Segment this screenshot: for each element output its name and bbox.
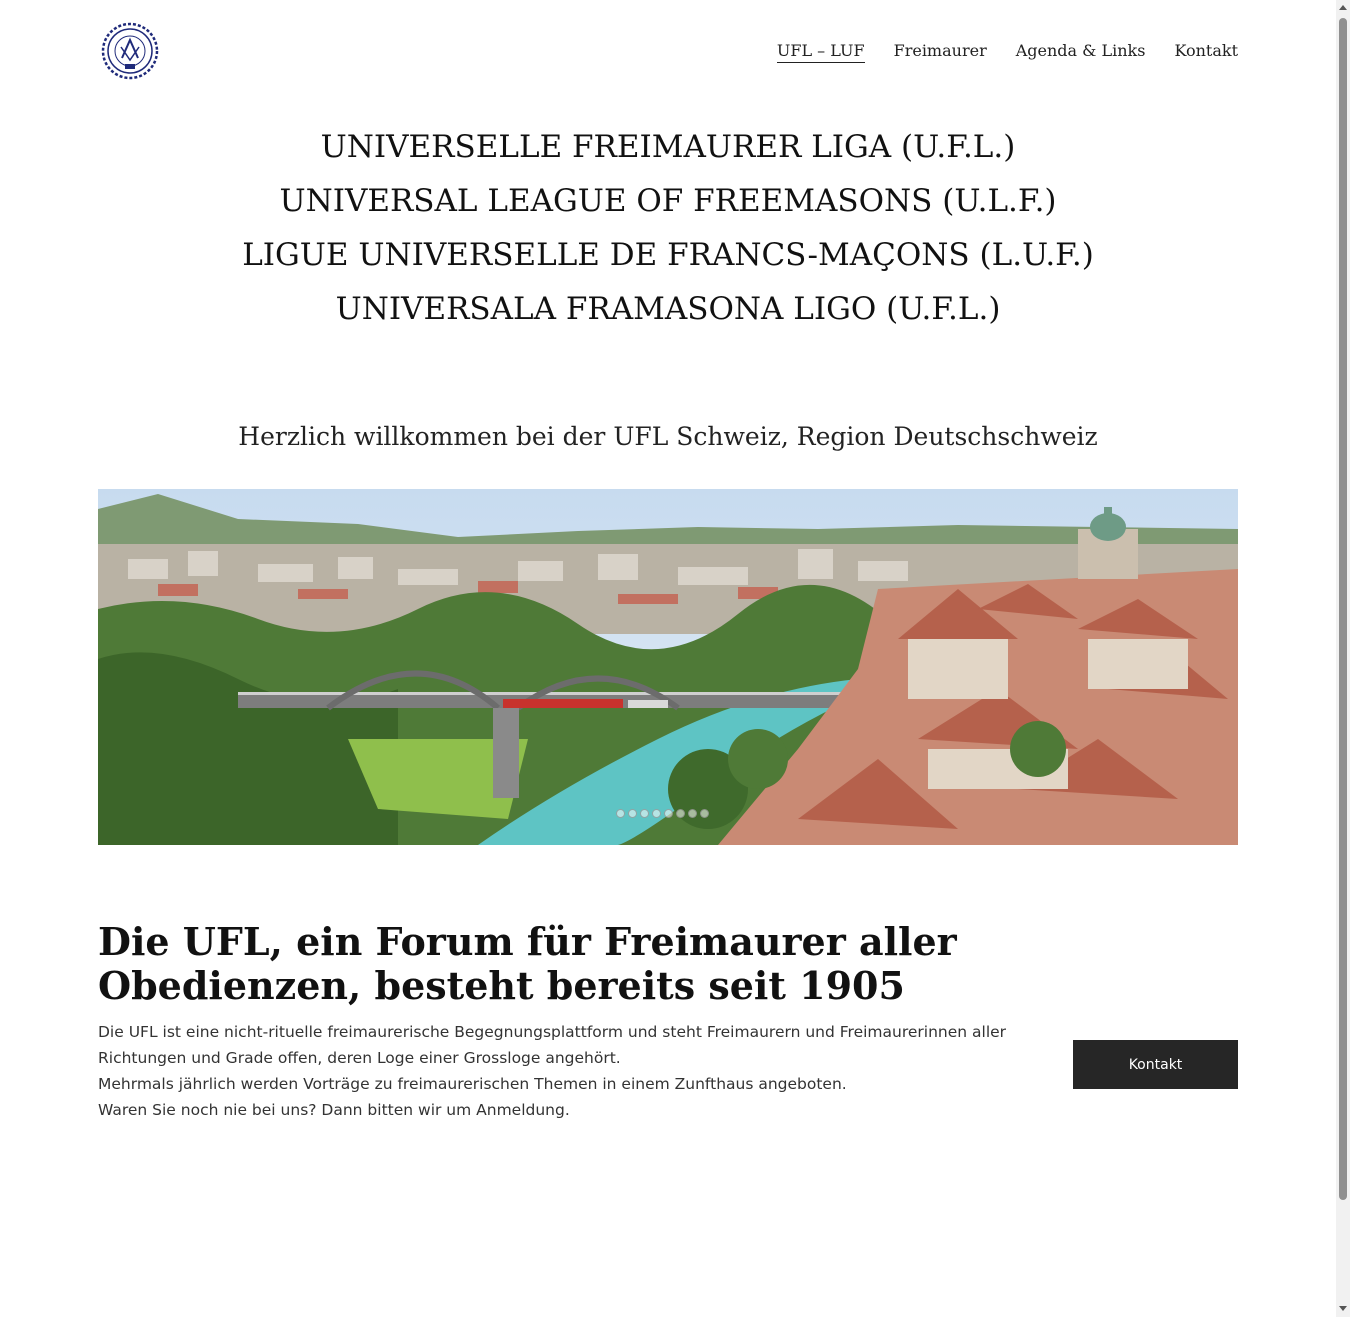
title-de: UNIVERSELLE FREIMAURER LIGA (U.F.L.) <box>320 129 1016 165</box>
intro-text <box>98 1019 1018 1123</box>
nav-item-ufl-luf[interactable]: UFL – LUF <box>777 40 865 63</box>
title-eo: UNIVERSALA FRAMASONA LIGO (U.F.L.) <box>335 291 1001 327</box>
intro-paragraph: Waren Sie noch nie bei uns? Dann bitten wir um Anmeldung. <box>98 1101 570 1119</box>
nav-item-kontakt[interactable]: Kontakt <box>1174 41 1238 60</box>
hero-slider-image[interactable] <box>98 489 1238 845</box>
intro-paragraph: Die UFL ist eine nicht-rituelle freimaurerische Begegnungsplattform und steht Freimaurern und Freimaurerinnen aller Richtungen und Grade offen, deren Loge einer Grossloge angehört. <box>98 1023 1007 1067</box>
scroll-up-arrow-icon[interactable] <box>1339 5 1347 10</box>
main-nav <box>777 40 1238 63</box>
slider-dot[interactable] <box>700 809 709 818</box>
contact-button[interactable]: Kontakt <box>1073 1040 1238 1089</box>
welcome-heading: Herzlich willkommen bei der UFL Schweiz, Region Deutschschweiz <box>238 422 1098 451</box>
title-fr: LIGUE UNIVERSELLE DE FRANCS-MAÇONS (L.U.F.) <box>242 237 1094 273</box>
nav-item-freimaurer[interactable]: Freimaurer <box>893 41 987 60</box>
slider-dots <box>616 809 709 818</box>
intro-paragraph: Mehrmals jährlich werden Vorträge zu freimaurerischen Themen in einem Zunfthaus angeboten. <box>98 1075 847 1093</box>
slider-dot[interactable] <box>688 809 697 818</box>
site-logo[interactable] <box>101 22 159 80</box>
slider-dot[interactable] <box>628 809 637 818</box>
slider-dot[interactable] <box>640 809 649 818</box>
slider-dot[interactable] <box>664 809 673 818</box>
slider-dot[interactable] <box>652 809 661 818</box>
scroll-down-arrow-icon[interactable] <box>1339 1306 1347 1311</box>
slider-dot[interactable] <box>676 809 685 818</box>
scrollbar[interactable] <box>1336 0 1350 1317</box>
slider-dot[interactable] <box>616 809 625 818</box>
scrollbar-thumb[interactable] <box>1339 18 1347 1200</box>
intro-heading: Die UFL, ein Forum für Freimaurer aller Obedienzen, besteht bereits seit 1905 <box>98 919 957 1008</box>
title-block <box>0 120 1336 336</box>
title-en: UNIVERSAL LEAGUE OF FREEMASONS (U.L.F.) <box>279 183 1057 219</box>
nav-item-agenda-links[interactable]: Agenda & Links <box>1015 41 1146 60</box>
